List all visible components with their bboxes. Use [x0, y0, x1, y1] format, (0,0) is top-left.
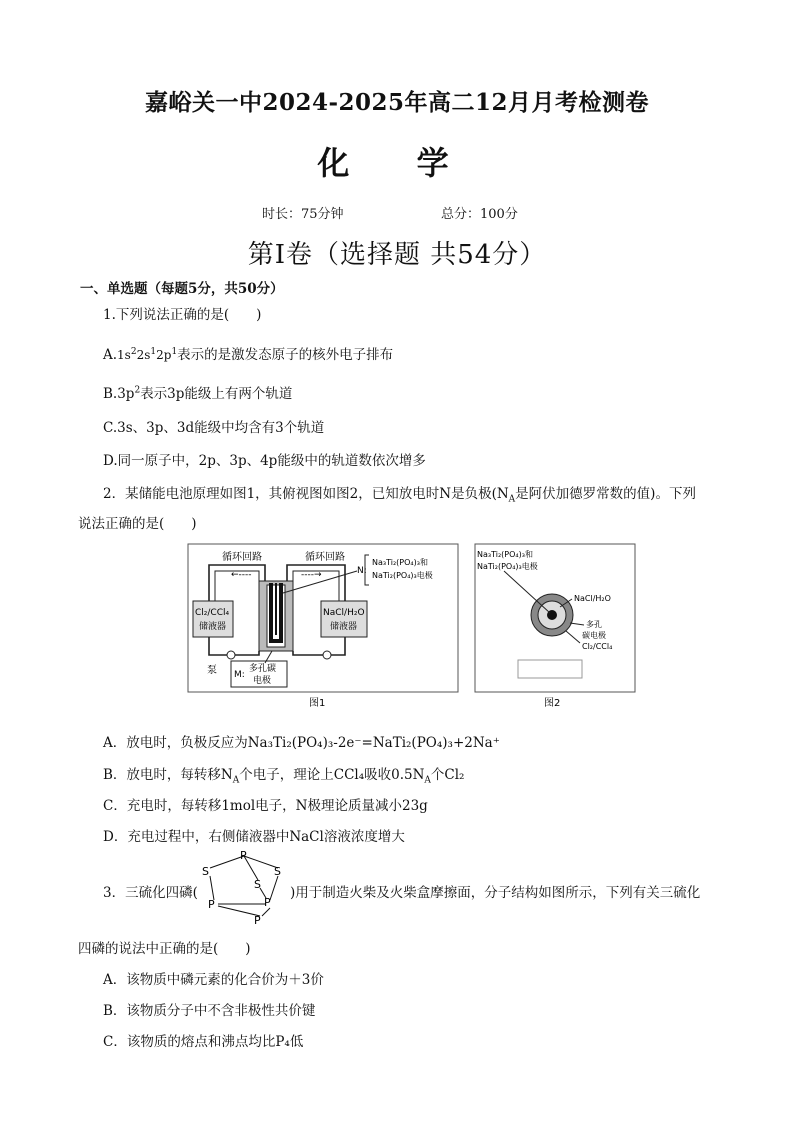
atom-p1: P	[240, 849, 247, 862]
q1-option-d: D.同一原子中，2p、3p、4p能级中的轨道数依次增多	[103, 453, 426, 469]
arrow-right-icon: ----→	[301, 570, 322, 580]
q2-stem-line2: 说法正确的是( )	[78, 516, 197, 532]
n-label: N:	[357, 566, 367, 576]
orbital-1s: 1s	[117, 348, 131, 362]
bond-s1-p2	[210, 876, 214, 900]
q2-option-b-part3: 个Cl₂	[430, 767, 465, 783]
figure-2-caption: 图2	[544, 698, 561, 709]
q1-option-c: C.3s、3p、3d能级中均含有3个轨道	[103, 420, 325, 436]
fig2-pointer-electrode	[504, 571, 550, 613]
left-tank-label-2: 储液器	[199, 622, 227, 632]
section-heading: 一、单选题（每题5分，共50分）	[80, 281, 284, 297]
fig2-pointer-carbon	[570, 623, 584, 625]
q2-stem-line1	[103, 482, 696, 505]
q1-option-b-text: 表示3p能级上有两个轨道	[140, 386, 293, 402]
right-tank-label-2: 储液器	[330, 622, 358, 632]
q3-option-a: A．该物质中磷元素的化合价为＋3价	[103, 972, 324, 988]
q1-option-b-prefix: B.	[103, 386, 118, 402]
atom-s1: S	[202, 865, 209, 878]
q1-stem: 1.下列说法正确的是( )	[103, 307, 262, 323]
fig2-blank-box	[518, 660, 582, 678]
q2-option-d: D．充电过程中，右侧储液器中NaCl溶液浓度增大	[103, 829, 405, 845]
left-tank-label-1: Cl₂/CCl₄	[195, 608, 230, 618]
orbital-2s: 2s	[136, 348, 151, 362]
q3-stem-pre: 3．三硫化四磷(	[103, 885, 198, 901]
q2-option-b-part1: B．放电时，每转移N	[103, 767, 233, 783]
bond-p3-p4	[262, 908, 270, 916]
orbital-2p: 2p	[156, 348, 172, 362]
q2-option-b	[103, 763, 464, 786]
loop-label-left: 循环回路	[222, 552, 262, 563]
fig2-carbon-1: 多孔	[586, 620, 602, 629]
fig2-cl2: Cl₂/CCl₄	[582, 642, 613, 651]
orbital-1s-sup: 2	[130, 347, 137, 357]
q1-option-a-text: 表示的是激发态原子的核外电子排布	[177, 347, 394, 363]
atom-s3: S	[274, 865, 281, 878]
q2-stem-part1: 2．某储能电池原理如图1，其俯视图如图2，已知放电时N是负极(N	[103, 486, 509, 502]
fig2-pointer-cl2	[566, 631, 580, 643]
figure-1-caption: 图1	[309, 698, 326, 709]
q1-option-b	[103, 382, 292, 402]
q1-option-b-formula: 3p	[117, 386, 135, 402]
atom-p2: P	[208, 898, 215, 911]
p4s3-structure-diagram	[196, 846, 292, 928]
pump-left-icon	[227, 651, 235, 659]
q1-option-a-prefix: A.	[103, 347, 118, 363]
figure-1-battery-diagram	[187, 543, 459, 713]
orbital-2s-sup: 1	[150, 347, 157, 357]
loop-label-right: 循环回路	[305, 552, 345, 563]
part-title: 第I卷（选择题 共54分）	[247, 240, 547, 270]
pump-label: 泵	[207, 665, 217, 676]
n-electrode-label-1: Na₃Ti₂(PO₄)₃和	[372, 558, 428, 567]
exam-title: 嘉峪关一中2024-2025年高二12月月考检测卷	[144, 89, 650, 116]
bond-s3-p3	[270, 876, 278, 900]
exam-duration: 时长：75分钟	[262, 207, 344, 222]
bond-p1-s3	[244, 856, 278, 868]
arrow-left-icon: ←----	[231, 570, 252, 580]
m-electrode-label-2: 电极	[253, 676, 272, 686]
q3-stem-post: )用于制造火柴及火柴盒摩擦面，分子结构如图所示，下列有关三硫化	[290, 885, 701, 901]
pump-right-icon	[323, 651, 331, 659]
exam-total-score: 总分：100分	[441, 207, 518, 222]
q2-option-c: C．充电时，每转移1mol电子，N极理论质量减小23g	[103, 798, 428, 814]
q3-option-c: C．该物质的熔点和沸点均比P₄低	[103, 1034, 304, 1050]
q2-option-b-sub2: A	[424, 775, 431, 786]
atom-p3: P	[264, 896, 271, 909]
q2-option-a: A．放电时，负极反应为Na₃Ti₂(PO₄)₃-2e⁻=NaTi₂(PO₄)₃+2Na⁺	[103, 735, 500, 751]
figure-2-top-view	[474, 543, 636, 713]
q1-option-a-formula	[117, 348, 177, 362]
bond-p1-s1	[210, 856, 244, 868]
fig2-carbon-2: 碳电极	[582, 631, 606, 640]
m-electrode-label-1: 多孔碳	[249, 664, 277, 674]
q2-stem-sub: A	[508, 494, 516, 505]
q2-stem-part2: 是阿伏加德罗常数的值)。下列	[515, 486, 696, 502]
loop-line-right-bottom	[293, 637, 345, 655]
q3-option-b: B．该物质分子中不含非极性共价键	[103, 1003, 316, 1019]
q1-option-a	[103, 343, 393, 363]
orbital-2p-sup: 1	[171, 347, 178, 357]
q1-option-b-sup: 2	[134, 385, 141, 396]
atom-p4: P	[254, 914, 261, 927]
subject-title: 化 学	[317, 144, 477, 182]
q3-stem-line2: 四磷的说法中正确的是( )	[78, 941, 251, 957]
m-label: M:	[234, 670, 245, 680]
fig2-label-1: Na₃Ti₂(PO₄)₃和	[477, 550, 533, 559]
fig2-label-2: NaTi₂(PO₄)₃电极	[477, 562, 538, 571]
n-electrode-label-2: NaTi₂(PO₄)₃电极	[372, 571, 433, 580]
q2-option-b-part2: 个电子，理论上CCl₄吸收0.5N	[239, 767, 425, 783]
right-tank-label-1: NaCl/H₂O	[323, 608, 365, 618]
fig2-nacl: NaCl/H₂O	[574, 594, 611, 603]
q2-option-b-sub1: A	[232, 775, 240, 786]
atom-s2: S	[254, 878, 261, 891]
